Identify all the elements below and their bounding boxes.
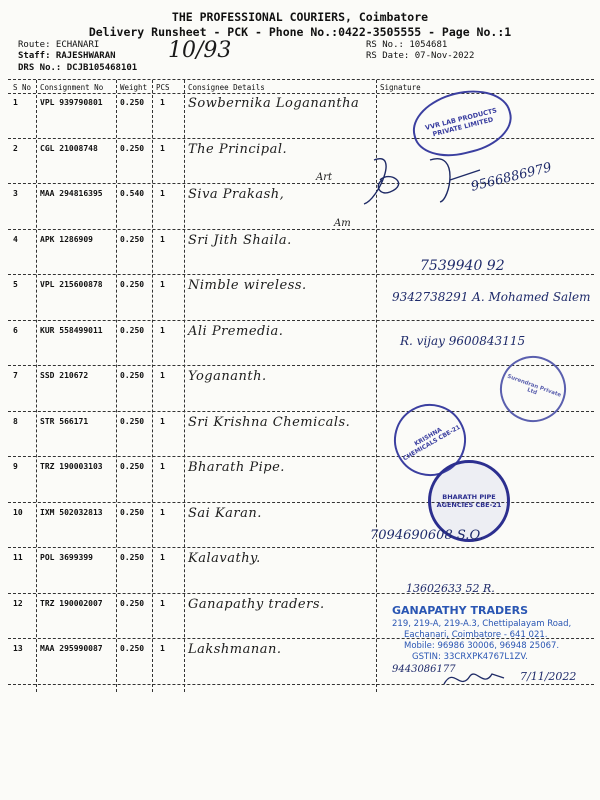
row-divider bbox=[8, 365, 594, 366]
cell-weight: 0.250 bbox=[120, 598, 145, 608]
cell-sno: 13 bbox=[13, 644, 23, 653]
staff-label: Staff: RAJESHWARAN bbox=[18, 51, 116, 61]
cell-consignment: STR 566171 bbox=[40, 416, 89, 426]
cell-pcs: 1 bbox=[160, 598, 165, 608]
row-divider bbox=[8, 411, 594, 412]
cell-consignment: IXM 502032813 bbox=[40, 507, 103, 517]
cell-sno: 7 bbox=[13, 371, 18, 380]
yogananth-stamp-text: Surendran Private Ltd bbox=[506, 373, 562, 399]
cell-weight: 0.250 bbox=[120, 416, 145, 426]
cell-consignment: KUR 558499011 bbox=[40, 325, 103, 335]
ganapathy-gstin: GSTIN: 33CRXPK4767L1ZV. bbox=[412, 652, 528, 662]
signature-phone-4: 7539940 92 bbox=[420, 258, 505, 274]
vvr-stamp-text: VVR LAB PRODUCTS PRIVATE LIMITED bbox=[424, 106, 498, 139]
cell-consignment: TRZ 190003103 bbox=[40, 462, 103, 471]
signature-name-5: 9342738291 A. Mohamed Salem bbox=[392, 290, 591, 304]
cell-weight: 0.250 bbox=[120, 644, 145, 653]
col-weight: Weight bbox=[120, 83, 148, 92]
cell-consignment: POL 3699399 bbox=[40, 553, 93, 562]
row-divider bbox=[8, 547, 594, 548]
cell-weight: 0.250 bbox=[120, 98, 145, 107]
table-row bbox=[0, 460, 600, 506]
rs-date-label: RS Date: 07-Nov-2022 bbox=[366, 51, 475, 61]
table-row bbox=[0, 506, 600, 552]
row-divider bbox=[8, 138, 594, 139]
ganapathy-addr2: Eachanari, Coimbatore - 641 021. bbox=[404, 630, 548, 640]
row-divider bbox=[8, 456, 594, 457]
runsheet-title: Delivery Runsheet - PCK - Phone No.:0422-3505555 - Page No.:1 bbox=[88, 25, 512, 39]
cell-consignee: Kalavathy. bbox=[188, 551, 261, 566]
cell-consignee: Bharath Pipe. bbox=[188, 460, 285, 475]
cell-sno: 1 bbox=[13, 98, 18, 107]
cell-consignee: Siva Prakash, bbox=[188, 187, 285, 202]
signature-phone-10: 7094690608 S.Q. bbox=[370, 528, 484, 543]
route-label: Route: ECHANARI bbox=[18, 40, 100, 50]
cell-pcs: 1 bbox=[160, 644, 165, 653]
signature-scribbles-1-3 bbox=[360, 140, 600, 250]
cell-consignee: Nimble wireless. bbox=[188, 278, 307, 293]
header-bottom-rule bbox=[8, 93, 594, 94]
cell-sno: 4 bbox=[13, 234, 18, 244]
cell-sno: 6 bbox=[13, 325, 18, 335]
cell-weight: 0.250 bbox=[120, 325, 145, 335]
cell-weight: 0.250 bbox=[120, 143, 145, 153]
cell-sno: 12 bbox=[13, 598, 23, 608]
cell-pcs: 1 bbox=[160, 553, 165, 562]
ganapathy-mobile: Mobile: 96986 30006, 96948 25067. bbox=[404, 641, 560, 651]
cell-sno: 3 bbox=[13, 189, 18, 198]
cell-pcs: 1 bbox=[160, 189, 165, 198]
cell-weight: 0.250 bbox=[120, 553, 145, 562]
cell-weight: 0.250 bbox=[120, 371, 145, 380]
cell-sno: 9 bbox=[13, 462, 18, 471]
signature-date-13: 7/11/2022 bbox=[520, 670, 577, 683]
ganapathy-addr1: 219, 219-A, 219-A.3, Chettipalayam Road, bbox=[392, 619, 572, 629]
cell-consignment: TRZ 190002007 bbox=[40, 598, 103, 608]
cell-consignee: Ganapathy traders. bbox=[188, 596, 325, 612]
col-consignee: Consignee Details bbox=[188, 83, 265, 92]
row3-note: Am bbox=[334, 218, 351, 229]
handwritten-count: 10/93 bbox=[168, 38, 232, 63]
cell-consignment: VPL 215600878 bbox=[40, 280, 103, 289]
cell-sno: 8 bbox=[13, 416, 18, 426]
cell-weight: 0.250 bbox=[120, 507, 145, 517]
signature-scribble-13 bbox=[440, 664, 510, 694]
cell-consignee: Sri Krishna Chemicals. bbox=[188, 414, 351, 430]
cell-consignment: APK 1286909 bbox=[40, 234, 93, 244]
cell-sno: 11 bbox=[13, 553, 23, 562]
cell-consignee: Ali Premedia. bbox=[188, 323, 284, 339]
col-pcs: PCS bbox=[156, 83, 170, 92]
cell-consignee: Sai Karan. bbox=[188, 505, 262, 521]
cell-consignee: Yogananth. bbox=[188, 369, 267, 384]
chemicals-stamp-text: KRISHNA CHEMICALS CBE-21 bbox=[401, 423, 462, 463]
cell-consignment: VPL 939790801 bbox=[40, 98, 103, 107]
cell-weight: 0.250 bbox=[120, 462, 145, 471]
cell-pcs: 1 bbox=[160, 325, 165, 335]
header-top-rule bbox=[8, 79, 594, 80]
signature-phone-11: 13602633 52 R. bbox=[406, 582, 495, 595]
cell-sno: 10 bbox=[13, 507, 23, 517]
cell-pcs: 1 bbox=[160, 462, 165, 471]
cell-pcs: 1 bbox=[160, 98, 165, 107]
cell-consignee: The Principal. bbox=[188, 141, 288, 157]
cell-pcs: 1 bbox=[160, 234, 165, 244]
company-title: THE PROFESSIONAL COURIERS, Coimbatore bbox=[171, 10, 429, 24]
col-consignment: Consignment No bbox=[40, 83, 104, 92]
cell-sno: 5 bbox=[13, 280, 18, 289]
cell-weight: 0.540 bbox=[120, 189, 145, 198]
signature-note-13: 9443086177 bbox=[392, 664, 456, 675]
row-divider bbox=[8, 320, 594, 321]
cell-weight: 0.250 bbox=[120, 234, 145, 244]
cell-weight: 0.250 bbox=[120, 280, 145, 289]
cell-pcs: 1 bbox=[160, 507, 165, 517]
bharath-stamp-text: BHARATH PIPE AGENCIES CBE-21 bbox=[436, 493, 502, 509]
cell-consignee: Lakshmanan. bbox=[188, 642, 282, 657]
row-divider bbox=[8, 274, 594, 275]
cell-consignment: SSD 210672 bbox=[40, 371, 89, 380]
signature-name-6: R. vijay 9600843115 bbox=[400, 334, 526, 348]
row-divider bbox=[8, 593, 594, 594]
cell-pcs: 1 bbox=[160, 143, 165, 153]
table-row bbox=[0, 551, 600, 597]
ganapathy-name: GANAPATHY TRADERS bbox=[392, 604, 529, 617]
cell-pcs: 1 bbox=[160, 416, 165, 426]
cell-sno: 2 bbox=[13, 143, 18, 153]
row2-note: Art bbox=[316, 172, 333, 183]
col-signature: Signature bbox=[380, 83, 421, 92]
cell-pcs: 1 bbox=[160, 371, 165, 380]
table-row bbox=[0, 415, 600, 461]
cell-pcs: 1 bbox=[160, 280, 165, 289]
drs-label: DRS No.: DCJB105468101 bbox=[18, 63, 138, 73]
cell-consignment: MAA 295990087 bbox=[40, 644, 103, 653]
cell-consignment: CGL 21008748 bbox=[40, 143, 98, 153]
cell-consignee: Sowbernika Loganantha bbox=[188, 96, 360, 111]
rs-no-label: RS No.: 1054681 bbox=[366, 40, 448, 50]
cell-consignment: MAA 294816395 bbox=[40, 189, 103, 198]
cell-consignee: Sri Jith Shaila. bbox=[188, 232, 292, 248]
signature-phone-1: 9566886979 bbox=[469, 160, 554, 195]
col-sno: S No bbox=[13, 83, 32, 92]
